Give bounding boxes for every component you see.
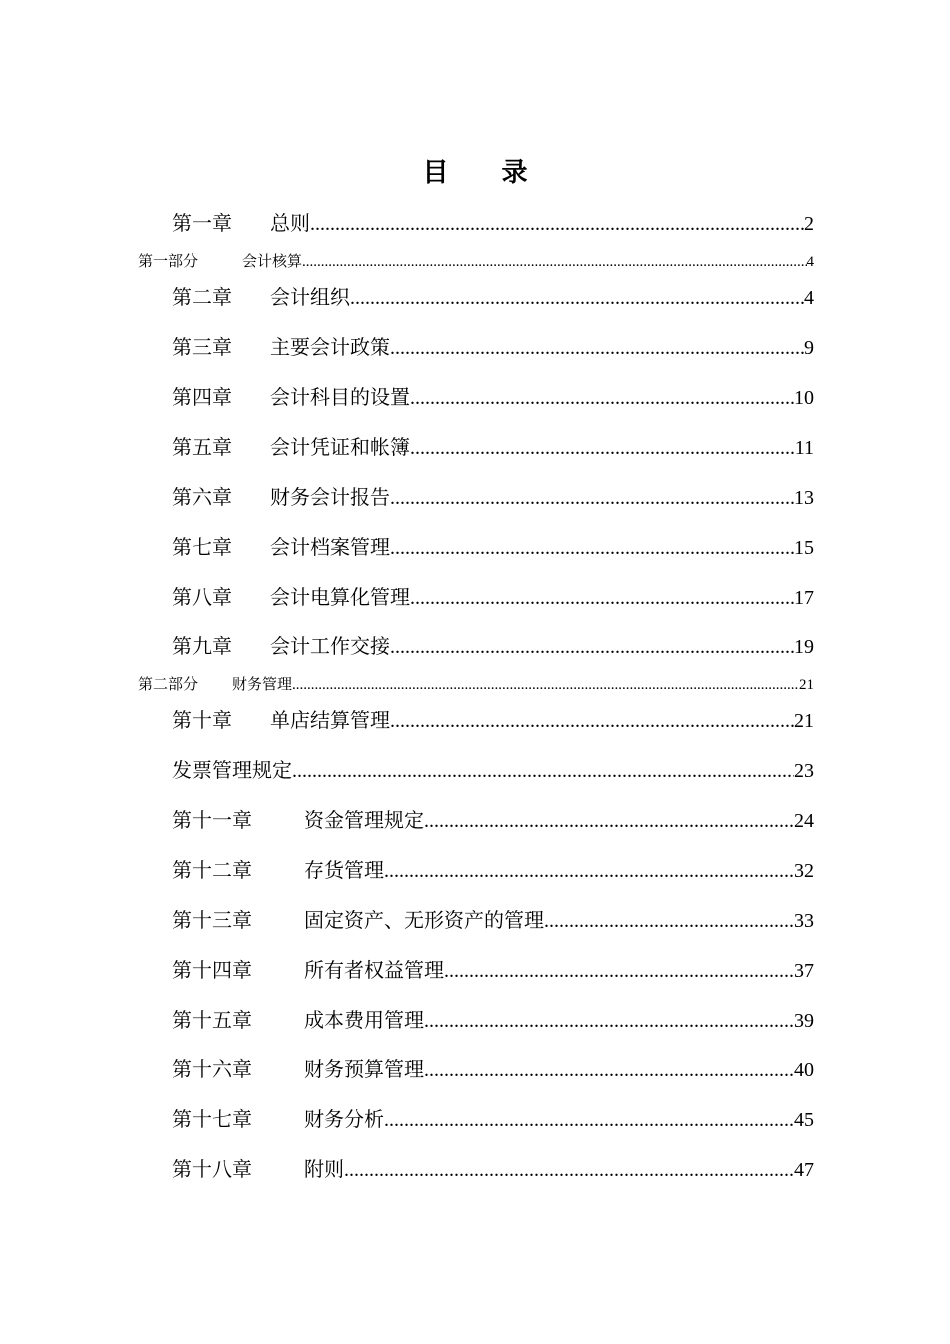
toc-entry[interactable]	[172, 705, 814, 735]
toc-entry-title: 会计工作交接	[270, 634, 390, 658]
toc-entry-title: 发票管理规定	[172, 758, 292, 782]
toc-entry-title: 资金管理规定	[304, 808, 424, 832]
toc-entry-label: 第十一章	[172, 808, 252, 832]
toc-dot-leader	[424, 1006, 794, 1036]
toc-entry-title: 财务管理	[232, 675, 293, 693]
toc-entry-page: 45	[794, 1109, 814, 1131]
toc-entry-title: 所有者权益管理	[304, 958, 444, 982]
toc-entry-label: 第十章	[172, 708, 232, 732]
toc-entry-page: 15	[794, 537, 814, 559]
toc-entry-label: 第十四章	[172, 958, 252, 982]
toc-entry-label: 第十五章	[172, 1008, 252, 1032]
toc-entry-title: 存货管理	[304, 858, 384, 882]
toc-entry[interactable]	[172, 905, 814, 935]
toc-entry-page: 21	[799, 677, 814, 693]
toc-entry[interactable]	[172, 332, 814, 362]
toc-entry-page: 9	[804, 337, 814, 359]
toc-entry[interactable]	[172, 282, 814, 312]
toc-part-entry[interactable]	[138, 250, 814, 272]
toc-entry[interactable]	[172, 955, 814, 985]
toc-entry[interactable]	[172, 631, 814, 661]
toc-entry-page: 40	[794, 1059, 814, 1081]
toc-entry[interactable]	[172, 805, 814, 835]
toc-dot-leader	[410, 383, 794, 413]
toc-dot-leader	[444, 956, 794, 986]
toc-entry-label: 第二章	[172, 285, 232, 309]
toc-entry-page: 4	[806, 254, 814, 270]
toc-entry-title: 总则	[270, 211, 310, 235]
toc-dot-leader	[310, 209, 804, 239]
toc-entry-page: 19	[794, 636, 814, 658]
toc-entry[interactable]	[172, 532, 814, 562]
toc-dot-leader	[390, 533, 794, 563]
toc-dot-leader	[544, 906, 794, 936]
toc-entry-title: 会计电算化管理	[270, 585, 410, 609]
toc-entry-label: 第十六章	[172, 1057, 252, 1081]
toc-entry-title: 财务会计报告	[270, 485, 390, 509]
toc-entry-title: 会计档案管理	[270, 535, 390, 559]
toc-dot-leader	[384, 1105, 794, 1135]
toc-entry-title: 会计凭证和帐簿	[270, 435, 410, 459]
toc-dot-leader	[390, 333, 804, 363]
toc-entry[interactable]	[172, 208, 814, 238]
toc-entry[interactable]	[172, 755, 814, 785]
toc-entry-label: 第五章	[172, 435, 232, 459]
toc-entry-label: 第一部分	[138, 252, 199, 270]
toc-entry-label: 第十七章	[172, 1107, 252, 1131]
toc-dot-leader	[384, 856, 794, 886]
toc-entry-page: 24	[794, 810, 814, 832]
toc-entry-label: 第十三章	[172, 908, 252, 932]
toc-part-entry[interactable]	[138, 673, 814, 695]
toc-dot-leader	[292, 756, 794, 786]
toc-entry[interactable]	[172, 1054, 814, 1084]
toc-dot-leader	[410, 583, 794, 613]
toc-dot-leader	[292, 674, 799, 696]
toc-entry[interactable]	[172, 432, 814, 462]
toc-entry-label: 第三章	[172, 335, 232, 359]
toc-entry-page: 47	[794, 1159, 814, 1181]
toc-entry-page: 10	[794, 387, 814, 409]
toc-entry-title: 固定资产、无形资产的管理	[304, 908, 544, 932]
toc-entry-page: 4	[804, 287, 814, 309]
toc-entry-title: 附则	[304, 1157, 344, 1181]
toc-dot-leader	[350, 283, 804, 313]
toc-entry-label: 第十八章	[172, 1157, 252, 1181]
toc-entry-page: 11	[794, 437, 814, 459]
toc-dot-leader	[410, 433, 795, 463]
toc-entry[interactable]	[172, 1104, 814, 1134]
toc-entry-page: 17	[794, 587, 814, 609]
toc-entry[interactable]	[172, 382, 814, 412]
toc-entry[interactable]	[172, 1005, 814, 1035]
toc-entry-title: 财务分析	[304, 1107, 384, 1131]
toc-entry-page: 23	[794, 760, 814, 782]
toc-dot-leader	[424, 1055, 794, 1085]
toc-entry-page: 39	[794, 1010, 814, 1032]
toc-entry[interactable]	[172, 582, 814, 612]
toc-dot-leader	[390, 706, 794, 736]
toc-entry-title: 会计组织	[270, 285, 350, 309]
page-title: 目 录	[422, 158, 550, 188]
toc-entry-label: 第七章	[172, 535, 232, 559]
toc-entry-label: 第十二章	[172, 858, 252, 882]
toc-entry-title: 会计核算	[242, 252, 303, 270]
toc-entry-title: 会计科目的设置	[270, 385, 410, 409]
toc-dot-leader	[344, 1155, 794, 1185]
toc-entry-label: 第九章	[172, 634, 232, 658]
toc-entry-page: 32	[794, 860, 814, 882]
toc-entry-page: 37	[794, 960, 814, 982]
toc-entry-title: 财务预算管理	[304, 1057, 424, 1081]
toc-entry-title: 成本费用管理	[304, 1008, 424, 1032]
toc-entry-label: 第四章	[172, 385, 232, 409]
toc-entry-page: 2	[804, 213, 814, 235]
toc-entry-page: 13	[794, 487, 814, 509]
toc-entry[interactable]	[172, 1154, 814, 1184]
toc-entry-label: 第八章	[172, 585, 232, 609]
toc-entry-label: 第六章	[172, 485, 232, 509]
toc-dot-leader	[302, 251, 806, 273]
toc-entry-label: 第一章	[172, 211, 232, 235]
toc-entry-page: 21	[794, 710, 814, 732]
toc-dot-leader	[424, 806, 794, 836]
toc-entry-title: 单店结算管理	[270, 708, 390, 732]
toc-entry[interactable]	[172, 855, 814, 885]
toc-entry-page: 33	[794, 910, 814, 932]
toc-entry-title: 主要会计政策	[270, 335, 390, 359]
toc-dot-leader	[390, 632, 794, 662]
toc-dot-leader	[390, 483, 794, 513]
toc-entry[interactable]	[172, 482, 814, 512]
toc-entry-label: 第二部分	[138, 675, 199, 693]
